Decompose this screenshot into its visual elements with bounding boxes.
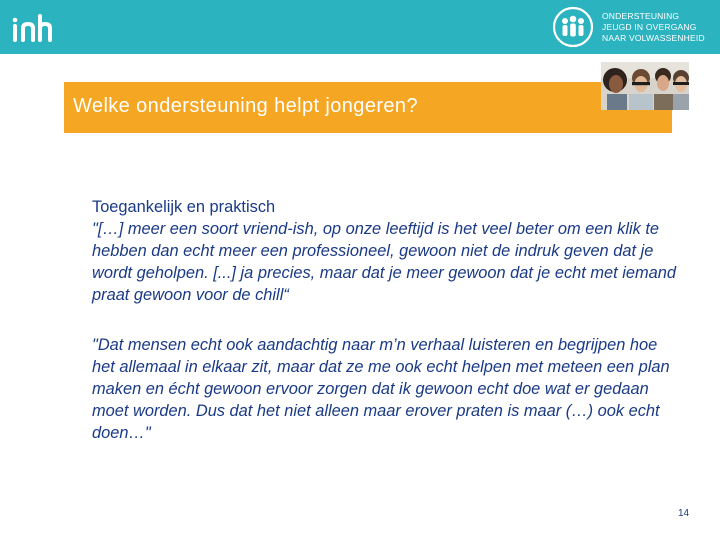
title-bar [64, 82, 672, 133]
brand-line-2: JEUGD IN OVERGANG [602, 21, 697, 32]
people-circle-icon [552, 6, 594, 48]
quote-1: "[…] meer een soort vriend-ish, op onze leeftijd is het veel beter om een klik te hebben dan echt meer een professioneel, gewoon niet de indruk geven dat je wordt geholpen. [...] ja precies, maar dat je meer gewoon dat je echt met iemand praat gewoon voor de chill“ [92, 220, 677, 304]
left-margin-strip [0, 54, 32, 540]
brand-line-1: ONDERSTEUNING [602, 10, 680, 21]
page-number: 14 [678, 508, 690, 519]
brand-logo [552, 6, 705, 48]
quote-2: "Dat mensen echt ook aandachtig naar m’n verhaal luisteren en begrijpen hoe het allemaal in elkaar zit, maar dat ze me ook echt helpen met meteen een plan maken en écht gewoon ervoor zorgen dat ik gewoon echt doe wat er gedaan moet worden. Dus dat het niet alleen maar erover praten is maar (…) ook echt doen…" [92, 336, 670, 442]
content-body [92, 196, 682, 444]
brand-line-3: NAAR VOLWASSENHEID [602, 32, 705, 43]
youth-photo [601, 62, 689, 110]
subheading: Toegankelijk en praktisch [92, 198, 276, 216]
brand-text [602, 11, 705, 44]
slide-title: Welke ondersteuning helpt jongeren? [73, 95, 418, 117]
inh-logo [10, 12, 60, 44]
